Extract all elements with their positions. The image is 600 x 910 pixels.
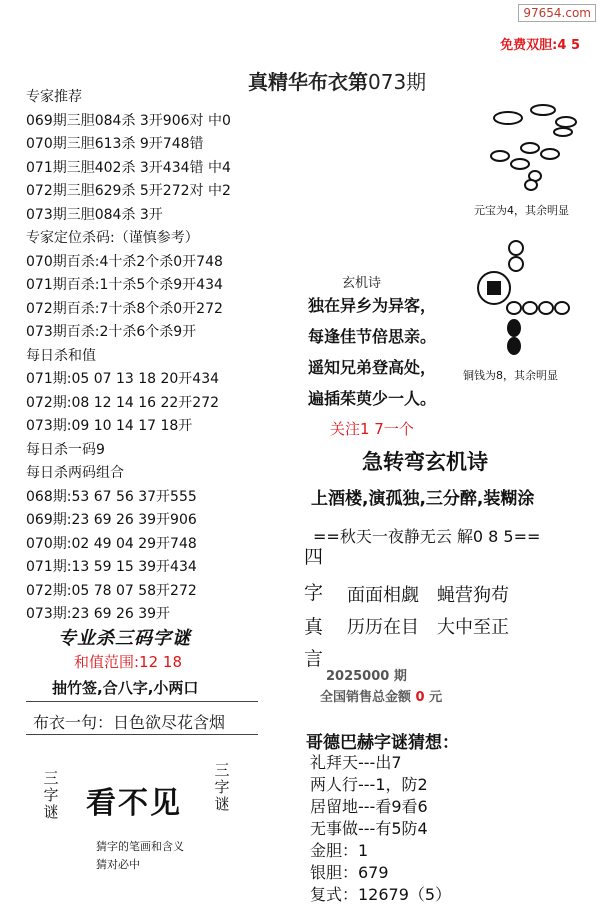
jizhuan-title: 急转弯玄机诗 xyxy=(362,450,488,474)
left-line: 每日杀两码组合 xyxy=(26,465,124,481)
left-line: 072期三胆629杀 5开272对 中2 xyxy=(26,183,231,199)
left-line: 070期:02 49 04 29开748 xyxy=(26,535,197,552)
kill-three-riddle-title: 专业杀三码字谜 xyxy=(58,628,191,649)
ingot-icon xyxy=(556,117,576,127)
poem-title: 玄机诗 xyxy=(342,276,382,291)
sum-range: 和值范围:12 18 xyxy=(74,653,182,671)
sizi-char: 字 xyxy=(304,582,324,604)
ingot-icon xyxy=(531,105,555,115)
coin-icon xyxy=(555,302,569,314)
riddle-right-vertical: 三字谜 xyxy=(214,761,230,813)
ingot-icon xyxy=(554,128,572,136)
left-line: 071期:13 59 15 39开434 xyxy=(26,559,197,575)
coin-icon xyxy=(509,257,523,271)
idiom-pair: 面面相觑 蝇营狗苟 xyxy=(347,585,509,606)
left-line: 073期百杀:2十杀6个杀9开 xyxy=(26,324,197,340)
left-line: 每日杀一码9 xyxy=(26,441,105,458)
left-line: 073期:23 69 26 39开 xyxy=(26,606,171,622)
coin-icon xyxy=(509,241,523,255)
ingot-icon xyxy=(511,159,529,169)
idiom-line: 上酒楼,演孤独,三分醉,装糊涂 xyxy=(311,489,535,509)
left-line: 072期百杀:7十杀8个杀0开272 xyxy=(26,300,223,317)
poem-line: 独在异乡为异客， xyxy=(308,296,437,315)
poem-line: 遍插茱萸少一人。 xyxy=(308,389,437,408)
sales-period: 2025000 期 xyxy=(326,669,407,684)
ingots-illustration xyxy=(478,98,598,198)
page-title xyxy=(248,66,426,95)
idiom-pair: 历历在目 大中至正 xyxy=(347,617,509,638)
riddle-big-answer: 看不见 xyxy=(86,786,182,821)
left-line: 专家定位杀码:（谨慎参考） xyxy=(26,230,199,246)
goldbach-riddle-title: 哥德巴赫字谜猜想： xyxy=(306,733,459,753)
left-line: 073期:09 10 14 17 18开 xyxy=(26,418,193,434)
divider xyxy=(26,701,258,702)
riddle-item: 金胆：1 xyxy=(310,841,369,860)
coin-hole xyxy=(488,282,500,294)
left-line: 072期:08 12 14 16 22开272 xyxy=(26,394,220,411)
sizi-char: 四 xyxy=(304,546,324,568)
sales-suffix: 元 xyxy=(429,690,443,705)
riddle-item: 无事做---有5防4 xyxy=(310,819,428,838)
left-line: 071期三胆402杀 3开434错 中4 xyxy=(26,159,231,176)
riddle-hint: 猜对必中 xyxy=(96,858,140,871)
left-line: 069期三胆084杀 3开906对 中0 xyxy=(26,112,231,129)
sales-amount: 0 xyxy=(415,690,425,705)
ingot-icon xyxy=(491,151,509,161)
coin-caption: 铜钱为8，其余明显 xyxy=(463,369,558,382)
ingot-icon xyxy=(525,180,537,190)
poem-line: 每逢佳节倍思亲。 xyxy=(308,327,437,346)
lottery-line: 抽竹签,合八字,小两口 xyxy=(52,679,199,697)
left-line: 070期百杀:4十杀2个杀0开748 xyxy=(26,253,223,270)
buyi-saying: 布衣一句：日色欲尽花含烟 xyxy=(33,713,226,732)
poem-line: 遥知兄弟登高处， xyxy=(308,358,437,377)
title-main: 真精华布衣第 xyxy=(248,70,368,94)
site-watermark: 97654.com xyxy=(518,4,596,22)
riddle-item: 居留地---看9看6 xyxy=(310,797,428,816)
riddle-left-vertical: 三字谜 xyxy=(43,769,59,821)
coin-icon xyxy=(523,302,537,314)
autumn-line: ==秋天一夜静无云 解0 8 5== xyxy=(313,527,541,546)
coin-icon xyxy=(508,320,520,336)
left-line: 每日杀和值 xyxy=(26,347,96,364)
sales-total xyxy=(320,686,442,705)
divider xyxy=(26,734,258,735)
free-double-bile: 免费双胆:4 5 xyxy=(500,38,580,53)
sizi-char: 真 xyxy=(304,616,324,638)
ingot-icon xyxy=(521,143,539,153)
ingot-icon xyxy=(541,149,559,159)
riddle-item: 复式：12679（5） xyxy=(310,885,452,904)
left-line: 072期:05 78 07 58开272 xyxy=(26,582,197,599)
left-line: 专家推荐 xyxy=(26,89,82,105)
left-line: 069期:23 69 26 39开906 xyxy=(26,512,197,528)
ingot-caption: 元宝为4，其余明显 xyxy=(474,204,569,217)
title-issue: 073期 xyxy=(368,70,427,94)
riddle-item: 礼拜天---出7 xyxy=(310,753,402,772)
left-line: 071期百杀:1十杀5个杀9开434 xyxy=(26,277,223,293)
left-line: 071期:05 07 13 18 20开434 xyxy=(26,371,220,387)
sizi-char: 言 xyxy=(304,648,324,670)
ingot-icon xyxy=(494,112,522,124)
left-line: 073期三胆084杀 3开 xyxy=(26,206,163,223)
riddle-hint: 猜字的笔画和含义 xyxy=(96,840,184,853)
coin-icon xyxy=(508,338,520,354)
left-line: 070期三胆613杀 9开748错 xyxy=(26,136,204,152)
coins-illustration xyxy=(474,238,600,364)
follow-note: 关注1 7一个 xyxy=(330,420,414,438)
left-line: 068期:53 67 56 37开555 xyxy=(26,488,197,505)
coin-icon xyxy=(507,302,521,314)
coin-icon xyxy=(539,302,553,314)
riddle-item: 银胆：679 xyxy=(310,863,389,882)
sales-prefix: 全国销售总金额 xyxy=(320,690,412,705)
riddle-item: 两人行---1，防2 xyxy=(310,775,428,794)
